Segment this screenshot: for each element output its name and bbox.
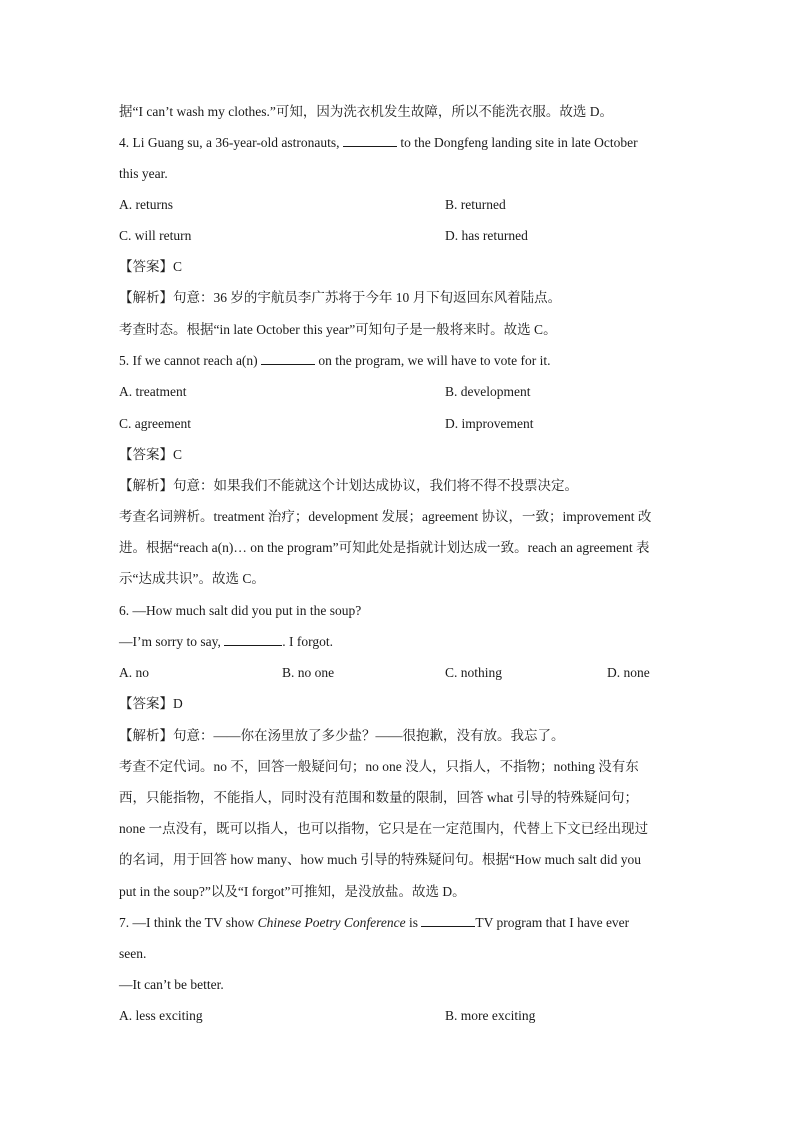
q4-stem (119, 133, 638, 153)
q4-option-c: C. will return (119, 228, 192, 243)
q6-analysis: 西，只能指物，不能指人，同时没有范围和数量的限制，回答 what 引导的特殊疑问句； (119, 790, 638, 805)
q4-option-a: A. returns (119, 197, 173, 212)
q5-analysis: 示“达成共识”。故选 C。 (119, 571, 265, 586)
q4-stem-b: to the Dongfeng landing site in late October (396, 135, 638, 150)
q7-stem (119, 913, 629, 933)
q6-answer: 【答案】D (119, 696, 183, 711)
q4-stem-a: 4. Li Guang su, a 36-year-old astronauts, (119, 135, 343, 150)
q7-show-title: Chinese Poetry Conference (257, 915, 406, 930)
q6-option-a: A. no (119, 665, 149, 680)
q5-stem-b: on the program, we will have to vote for it. (315, 353, 551, 368)
q4-analysis: 【解析】句意：36 岁的宇航员李广苏将于今年 10 月下旬返回东风着陆点。 (119, 290, 562, 305)
q6-analysis: 考查不定代词。no 不，回答一般疑问句；no one 没人，只指人，不指物；nothing 没有东 (119, 759, 639, 774)
q7-stem-cont: seen. (119, 946, 147, 961)
q4-analysis: 考查时态。根据“in late October this year”可知句子是一般将来时。故选 C。 (119, 322, 557, 337)
answer-blank (343, 133, 397, 147)
q7-option-a: A. less exciting (119, 1008, 203, 1023)
q4-answer: 【答案】C (119, 259, 183, 274)
q6-option-c: C. nothing (445, 665, 503, 680)
q5-option-a: A. treatment (119, 384, 187, 399)
answer-blank (421, 913, 475, 927)
q6-stem: 6. —How much salt did you put in the soup? (119, 603, 362, 618)
q5-option-b: B. development (445, 384, 531, 399)
q5-answer: 【答案】C (119, 447, 183, 462)
q7-option-b: B. more exciting (445, 1008, 536, 1023)
q4-option-b: B. returned (445, 197, 506, 212)
q5-analysis: 【解析】句意：如果我们不能就这个计划达成协议，我们将不得不投票决定。 (119, 478, 578, 493)
q6-analysis: 【解析】句意：——你在汤里放了多少盐？——很抱歉，没有放。我忘了。 (119, 728, 565, 743)
q6-stem-a: —I’m sorry to say, (119, 634, 225, 649)
answer-blank (224, 632, 282, 646)
q5-option-d: D. improvement (445, 416, 534, 431)
q6-analysis: put in the soup?”以及“I forgot”可推知，是没放盐。故选 D。 (119, 884, 466, 899)
q6-option-b: B. no one (282, 665, 335, 680)
q5-option-c: C. agreement (119, 416, 191, 431)
q5-analysis: 进。根据“reach a(n)… on the program”可知此处是指就计划达成一致。reach an agreement 表 (119, 540, 650, 555)
q5-stem-a: 5. If we cannot reach a(n) (119, 353, 262, 368)
q6-stem-reply (119, 632, 333, 652)
q7-stem-a: 7. —I think the TV show (119, 915, 258, 930)
q4-option-d: D. has returned (445, 228, 528, 243)
q4-stem-cont: this year. (119, 166, 168, 181)
q5-stem (119, 351, 551, 371)
q7-stem-c: TV program that I have ever (475, 915, 630, 930)
q6-stem-b: . I forgot. (282, 634, 333, 649)
answer-blank (261, 351, 315, 365)
q7-stem-reply: —It can’t be better. (119, 977, 224, 992)
q6-analysis: 的名词，用于回答 how many、how much 引导的特殊疑问句。根据“How much salt did you (119, 852, 641, 867)
q6-analysis: none 一点没有，既可以指人，也可以指物，它只是在一定范围内，代替上下文已经出现过 (119, 821, 649, 836)
q7-stem-b: is (405, 915, 422, 930)
q3-analysis-tail: 据“I can’t wash my clothes.”可知，因为洗衣机发生故障，所以不能洗衣服。故选 D。 (119, 104, 613, 119)
q5-analysis: 考查名词辨析。treatment 治疗；development 发展；agreement 协议，一致；improvement 改 (119, 509, 652, 524)
q6-option-d: D. none (607, 665, 650, 680)
